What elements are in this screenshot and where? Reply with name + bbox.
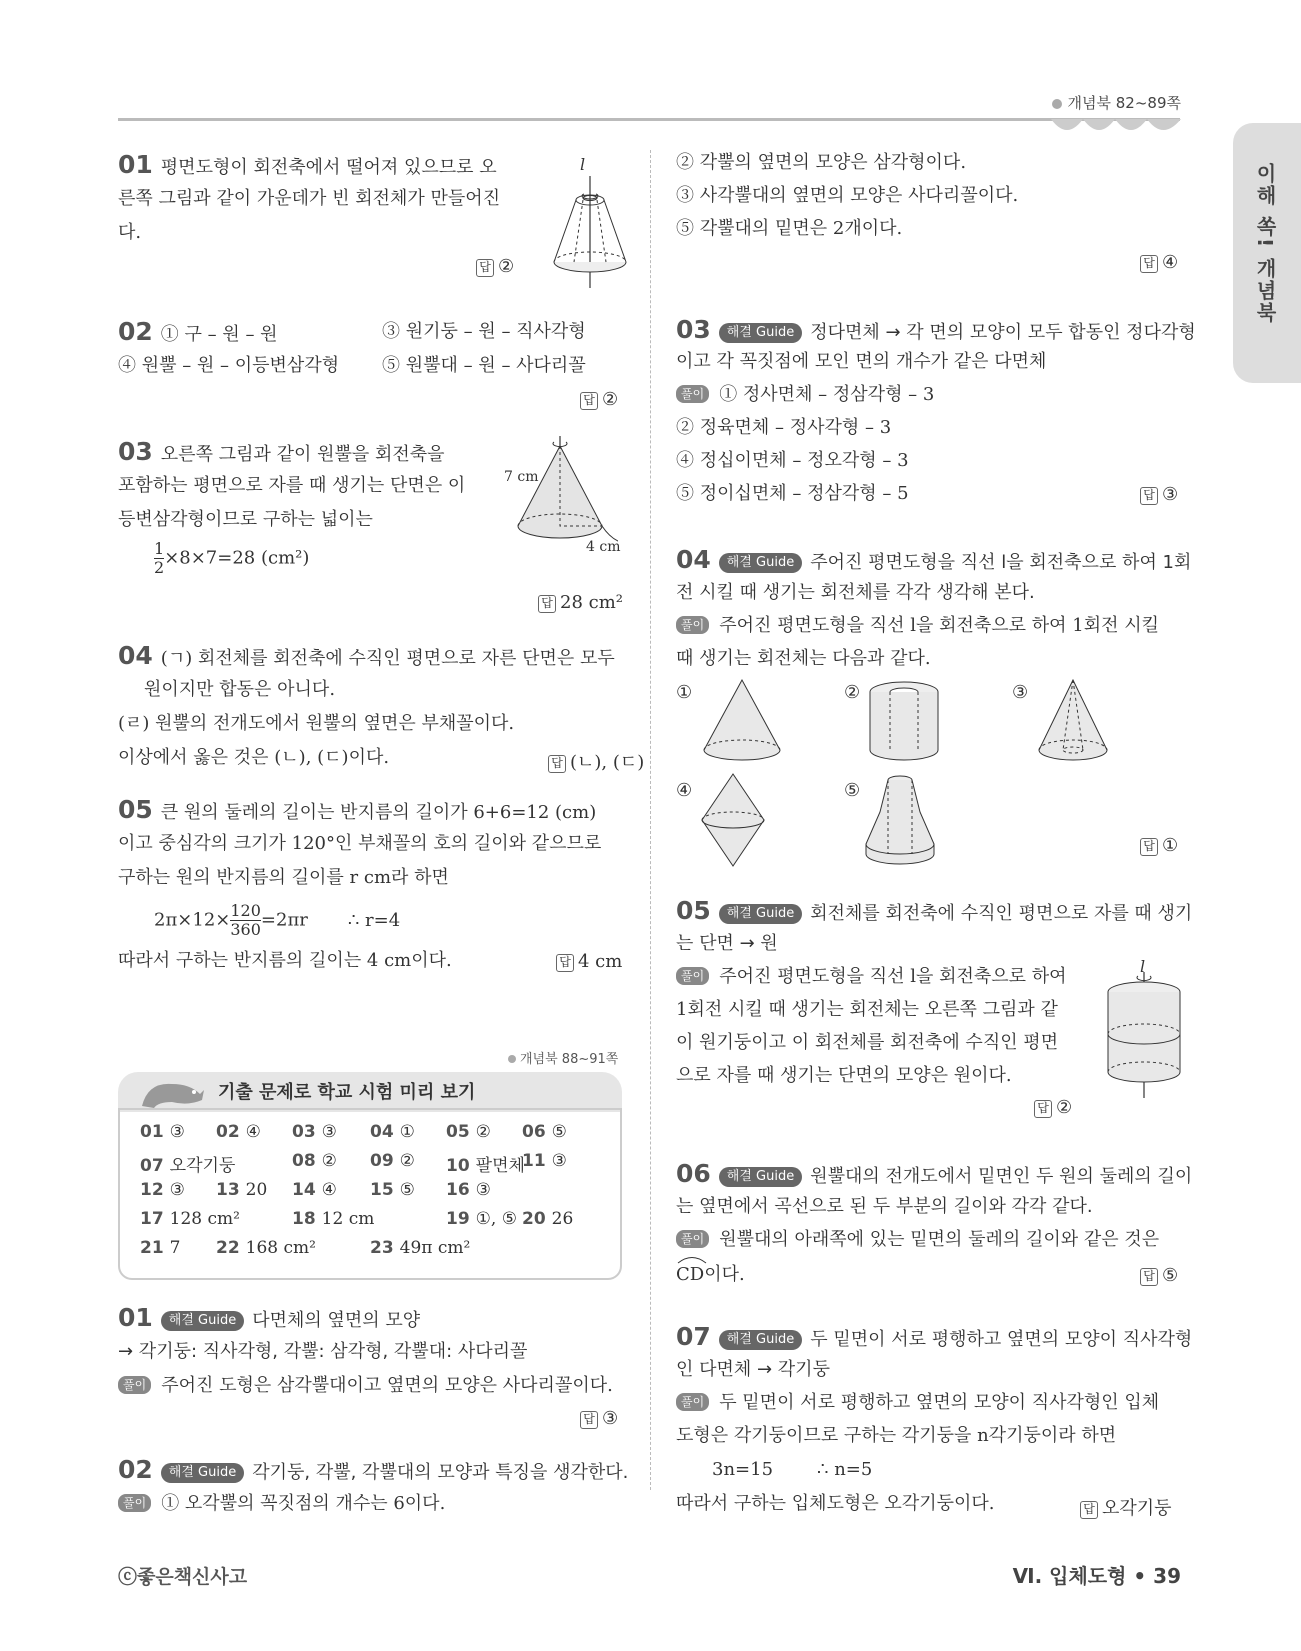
e04-guide-line1 [676, 545, 1191, 578]
q03-line2: 포함하는 평면으로 자를 때 생기는 단면은 이 [118, 475, 466, 496]
bullet-dot-icon [1052, 99, 1062, 109]
exam-answer-value: ⑤ [551, 1122, 567, 1142]
e03-guide-line2: 이고 각 꼭짓점에 모인 면의 개수가 같은 다면체 [676, 351, 1047, 372]
exam-answer-number: 01 [140, 1122, 164, 1142]
exam-answer-value: 팔면체 [475, 1156, 525, 1176]
exam-answer-number: 11 [522, 1151, 546, 1171]
exam-answer-item [446, 1151, 525, 1176]
e04-sol-badge: 풀이 [676, 616, 709, 634]
e04-answer [1140, 835, 1178, 856]
e03-answer-value: ③ [1162, 484, 1179, 505]
exam-answer-number: 22 [216, 1238, 240, 1258]
hollow-cylinder-figure [868, 680, 940, 762]
exam-answer-value: ② [475, 1122, 491, 1142]
c02-line3: ⑤ 각뿔대의 밑면은 2개이다. [676, 218, 903, 239]
q05-line2: 이고 중심각의 크기가 120°인 부채꼴의 호의 길이와 같으므로 [118, 833, 602, 854]
exam-answer-value: 오각기둥 [169, 1156, 236, 1176]
q05-text1: 큰 원의 둘레의 길이는 반지름의 길이가 6+6=12 (cm) [160, 802, 597, 823]
e02-guide-badge: 해결 Guide [161, 1463, 244, 1483]
exam-answer-item [446, 1209, 517, 1229]
q02-number: 02 [118, 317, 153, 346]
exam-answer-value: 12 cm [321, 1209, 375, 1229]
e03-sol-badge: 풀이 [676, 385, 709, 403]
e05-guide-line1 [676, 896, 1192, 929]
exam-answer-number: 05 [446, 1122, 470, 1142]
q03-text1: 오른쪽 그림과 같이 원뿔을 회전축을 [160, 444, 445, 465]
exam-answer-item [292, 1209, 374, 1229]
exam-answer-value: ⑤ [399, 1180, 415, 1200]
e04-fig1-label: ① [676, 682, 693, 703]
exam-answer-number: 15 [370, 1180, 394, 1200]
exam-answer-number: 03 [292, 1122, 316, 1142]
q05-frac-bot: 360 [230, 920, 261, 939]
header-rule [118, 118, 1180, 121]
answer-mark-icon: 답 [556, 954, 574, 972]
exam-answer-value: ② [399, 1151, 415, 1171]
e07-sol-badge: 풀이 [676, 1393, 709, 1411]
footer-publisher: ⓒ좋은책신사고 [118, 1566, 248, 1588]
e02-guide-line1 [118, 1455, 628, 1488]
q04-line2: 원이지만 합동은 아니다. [144, 679, 336, 700]
q05-line3: 구하는 원의 반지름의 길이를 r cm라 하면 [118, 867, 449, 888]
q04-answer [548, 748, 644, 774]
e07-answer [1080, 1494, 1172, 1520]
q05-conclusion: ∴ r=4 [347, 909, 401, 931]
e01-answer-value: ③ [602, 1408, 619, 1429]
e05-answer-value: ② [1056, 1097, 1073, 1118]
header-ref-text: 개념북 82~89쪽 [1067, 94, 1181, 112]
c02-line1: ② 각뿔의 옆면의 모양은 삼각형이다. [676, 152, 967, 173]
q01-text1: 평면도형이 회전축에서 떨어져 있으므로 오 [160, 157, 497, 178]
e07-sol-text1: 두 밑면이 서로 평행하고 옆면의 모양이 직사각형인 입체 [719, 1392, 1160, 1413]
hollow-frustum-figure [548, 158, 632, 290]
answer-mark-icon: 답 [1140, 838, 1158, 856]
e04-sol-text1: 주어진 평면도형을 직선 l을 회전축으로 하여 1회전 시킬 [719, 615, 1159, 636]
cylinder-section-figure [1106, 964, 1182, 1100]
e05-sol2: 1회전 시킬 때 생기는 회전체는 오른쪽 그림과 같 [676, 999, 1058, 1020]
answer-mark-icon: 답 [580, 1411, 598, 1429]
e06-guide-badge: 해결 Guide [719, 1167, 802, 1187]
c02-line2: ③ 사각뿔대의 옆면의 모양은 사다리꼴이다. [676, 185, 1019, 206]
exam-title: 기출 문제로 학교 시험 미리 보기 [218, 1082, 476, 1103]
exam-answer-value: 20 [245, 1180, 268, 1200]
exam-answer-number: 23 [370, 1238, 394, 1258]
e06-guide-text1: 원뿔대의 전개도에서 밑면인 두 원의 둘레의 길이 [810, 1166, 1193, 1187]
exam-answer-value: ①, ⑤ [475, 1209, 517, 1229]
exam-ref [508, 1048, 618, 1067]
exam-answer-number: 10 [446, 1156, 470, 1176]
e04-sol2: 때 생기는 회전체는 다음과 같다. [676, 648, 931, 669]
q01-fig-label: l [580, 155, 586, 174]
q01-line2: 른쪽 그림과 같이 가운데가 빈 회전체가 만들어진 [118, 188, 501, 209]
header-ref [1052, 92, 1181, 113]
frustum-stack-figure [864, 772, 936, 868]
q01-number: 01 [118, 150, 153, 179]
e07-sol3: 따라서 구하는 입체도형은 오각기둥이다. [676, 1493, 995, 1514]
q03-line1 [118, 437, 445, 470]
exam-answer-item [292, 1180, 337, 1200]
q02-answer-value: ② [602, 389, 619, 410]
exam-answer-item [522, 1122, 567, 1142]
exam-answer-item [140, 1122, 185, 1142]
e03-guide-line1 [676, 315, 1196, 348]
dinosaur-icon [138, 1076, 208, 1110]
e06-sol-text1: 원뿔대의 아래쪽에 있는 밑면의 둘레의 길이와 같은 것은 [719, 1229, 1160, 1250]
q01-answer-value: ② [498, 256, 515, 277]
e03-guide-text1: 정다면체 → 각 면의 모양이 모두 합동인 정다각형 [810, 322, 1196, 343]
e03-sol2: ② 정육면체 – 정사각형 – 3 [676, 417, 892, 438]
q01-answer [476, 256, 514, 277]
e04-fig2-label: ② [844, 682, 861, 703]
q04-line1 [118, 641, 615, 674]
exam-answer-item [140, 1180, 185, 1200]
e01-guide-text1: 다면체의 옆면의 모양 [252, 1310, 421, 1331]
e02-sol-text: ① 오각뿔의 꼭짓점의 개수는 6이다. [161, 1493, 446, 1514]
q05-frac-top: 120 [230, 901, 261, 920]
exam-answer-value: 168 cm² [245, 1238, 316, 1258]
e05-fig-label: l [1140, 957, 1146, 976]
answer-mark-icon: 답 [1140, 487, 1158, 505]
q02-line1 [118, 317, 278, 350]
e02-guide-text1: 각기둥, 각뿔, 각뿔대의 모양과 특징을 생각한다. [252, 1462, 629, 1483]
exam-answer-value: 7 [169, 1238, 181, 1258]
e06-answer [1140, 1265, 1178, 1286]
e04-sol1 [676, 611, 1159, 641]
exam-answer-value: 49π cm² [399, 1238, 471, 1258]
arc-mark-icon [676, 1254, 708, 1264]
exam-answer-item [140, 1151, 235, 1176]
exam-answer-item [140, 1209, 240, 1229]
exam-answer-item [370, 1180, 415, 1200]
answer-mark-icon: 답 [1034, 1100, 1052, 1118]
exam-answer-value: ③ [169, 1122, 185, 1142]
q05-fraction [230, 902, 261, 939]
e02-solution [118, 1489, 445, 1519]
e07-guide-badge: 해결 Guide [719, 1330, 802, 1350]
q05-formula [154, 902, 400, 939]
e02-number: 02 [118, 1455, 153, 1484]
answer-mark-icon: 답 [1080, 1501, 1098, 1519]
q05-formula-post: =2πr [260, 909, 308, 931]
q03-frac-bot: 2 [154, 558, 165, 577]
answer-mark-icon: 답 [548, 755, 566, 773]
e06-number: 06 [676, 1159, 711, 1188]
answer-mark-icon: 답 [538, 595, 556, 613]
exam-answer-item [446, 1122, 491, 1142]
q02-answer [580, 389, 618, 410]
cone-figure [700, 678, 784, 762]
q04-line4: 이상에서 옳은 것은 (ㄴ), (ㄷ)이다. [118, 747, 390, 768]
e01-guide-line2: → 각기둥: 직사각형, 각뿔: 삼각형, 각뿔대: 사다리꼴 [118, 1341, 528, 1362]
e03-sol3: ④ 정십이면체 – 정오각형 – 3 [676, 450, 909, 471]
q05-line4: 따라서 구하는 반지름의 길이는 4 cm이다. [118, 950, 452, 971]
q03-answer [538, 592, 623, 613]
e06-guide-line2: 는 옆면에서 곡선으로 된 두 부분의 길이와 각각 같다. [676, 1196, 1093, 1217]
exam-answer-value: ④ [245, 1122, 261, 1142]
q03-answer-value: 28 cm² [560, 592, 623, 613]
exam-answer-item [370, 1122, 415, 1142]
q03-fig-height: 7 cm [504, 469, 539, 485]
exam-answer-number: 07 [140, 1156, 164, 1176]
e05-answer [1034, 1097, 1072, 1118]
e06-sol2: CD이다. [676, 1264, 745, 1285]
q03-line3: 등변삼각형이므로 구하는 넓이는 [118, 509, 373, 530]
exam-answer-item [292, 1151, 337, 1171]
side-tab [1233, 123, 1301, 383]
exam-banner [118, 1072, 622, 1112]
q03-number: 03 [118, 437, 153, 466]
answer-mark-icon: 답 [1140, 255, 1158, 273]
e04-fig5-label: ⑤ [844, 780, 861, 801]
e04-guide-line2: 전 시킬 때 생기는 회전체를 각각 생각해 본다. [676, 582, 1035, 603]
e07-formula1: 3n=15 [712, 1459, 774, 1480]
e03-sol-text1: ① 정사면체 – 정삼각형 – 3 [719, 384, 935, 405]
e01-sol-text: 주어진 도형은 삼각뿔대이고 옆면의 모양은 사다리꼴이다. [161, 1375, 613, 1396]
q02-c: ④ 원뿔 – 원 – 이등변삼각형 [118, 355, 340, 376]
q02-b: ③ 원기둥 – 원 – 직사각형 [382, 321, 586, 342]
scallop-decoration-icon [1051, 119, 1181, 137]
exam-answer-value: ④ [321, 1180, 337, 1200]
e05-sol-badge: 풀이 [676, 967, 709, 985]
e02-sol-badge: 풀이 [118, 1494, 151, 1512]
exam-answer-item [522, 1209, 573, 1229]
q05-number: 05 [118, 795, 153, 824]
c02-answer [1140, 252, 1178, 273]
q04-answer-value: (ㄴ), (ㄷ) [570, 752, 645, 773]
double-cone-figure [700, 772, 766, 868]
exam-answer-item [370, 1151, 415, 1171]
q05-line1 [118, 795, 596, 828]
q05-answer-value: 4 cm [578, 951, 623, 972]
e01-guide-badge: 해결 Guide [161, 1311, 244, 1331]
column-divider [650, 150, 651, 1490]
c02-answer-value: ④ [1162, 252, 1179, 273]
exam-answer-number: 16 [446, 1180, 470, 1200]
exam-answer-item [140, 1238, 181, 1258]
q04-text1: (ㄱ) 회전체를 회전축에 수직인 평면으로 자른 단면은 모두 [160, 648, 615, 669]
e07-formula [712, 1455, 872, 1485]
exam-answer-item [292, 1122, 337, 1142]
e04-answer-value: ① [1162, 835, 1179, 856]
e05-sol4: 으로 자를 때 생기는 단면의 모양은 원이다. [676, 1065, 1012, 1086]
e07-sol2: 도형은 각기둥이므로 구하는 각기둥을 n각기둥이라 하면 [676, 1425, 1117, 1446]
q04-line3: (ㄹ) 원뿔의 전개도에서 원뿔의 옆면은 부채꼴이다. [118, 713, 515, 734]
q01-line3: 다. [118, 222, 142, 243]
e01-answer [580, 1408, 618, 1429]
hollow-cone-figure [1036, 678, 1110, 762]
exam-answer-value: ① [399, 1122, 415, 1142]
exam-answer-value: ③ [551, 1151, 567, 1171]
e05-guide-text1: 회전체를 회전축에 수직인 평면으로 자를 때 생기 [810, 903, 1193, 924]
e05-guide-line2: 는 단면 → 원 [676, 933, 778, 954]
e01-solution [118, 1371, 613, 1401]
exam-answer-value: ③ [169, 1180, 185, 1200]
exam-answer-number: 21 [140, 1238, 164, 1258]
exam-answer-value: ② [321, 1151, 337, 1171]
exam-ref-text: 개념북 88~91쪽 [520, 1052, 619, 1067]
e06-answer-value: ⑤ [1162, 1265, 1179, 1286]
exam-answer-value: ③ [475, 1180, 491, 1200]
e06-sol-badge: 풀이 [676, 1230, 709, 1248]
e05-sol1 [676, 962, 1067, 992]
answer-mark-icon: 답 [580, 392, 598, 410]
answer-mark-icon: 답 [476, 259, 494, 277]
e03-guide-badge: 해결 Guide [719, 323, 802, 343]
e04-guide-text1: 주어진 평면도형을 직선 l을 회전축으로 하여 1회 [810, 552, 1192, 573]
exam-answer-number: 13 [216, 1180, 240, 1200]
e01-sol-badge: 풀이 [118, 1376, 151, 1394]
e01-guide-line1 [118, 1303, 420, 1336]
e05-sol-text1: 주어진 평면도형을 직선 l을 회전축으로 하여 [719, 966, 1067, 987]
exam-answer-number: 06 [522, 1122, 546, 1142]
e04-fig4-label: ④ [676, 780, 693, 801]
q05-answer [556, 951, 622, 972]
e03-sol4: ⑤ 정이십면체 – 정삼각형 – 5 [676, 483, 909, 504]
exam-answer-item [446, 1180, 491, 1200]
e07-number: 07 [676, 1322, 711, 1351]
q03-formula-text: ×8×7=28 (cm²) [164, 547, 310, 569]
q03-fraction [154, 540, 164, 577]
exam-answer-number: 17 [140, 1209, 164, 1229]
e03-sol1 [676, 380, 934, 410]
e04-guide-badge: 해결 Guide [719, 553, 802, 573]
e05-guide-badge: 해결 Guide [719, 904, 802, 924]
exam-answer-item [216, 1238, 316, 1258]
footer-page: Ⅵ. 입체도형 • 39 [1012, 1564, 1181, 1588]
exam-answer-item [216, 1122, 261, 1142]
e07-guide-line1 [676, 1322, 1192, 1355]
q04-number: 04 [118, 641, 153, 670]
exam-answer-number: 09 [370, 1151, 394, 1171]
q03-frac-top: 1 [154, 539, 165, 558]
exam-answer-number: 20 [522, 1209, 546, 1229]
e07-answer-value: 오각기둥 [1102, 1498, 1172, 1519]
q02-a: ① 구 – 원 – 원 [160, 324, 278, 345]
exam-answer-number: 14 [292, 1180, 316, 1200]
exam-answer-number: 02 [216, 1122, 240, 1142]
q01-line1 [118, 150, 497, 183]
e06-guide-line1 [676, 1159, 1192, 1192]
exam-answer-number: 19 [446, 1209, 470, 1229]
e03-answer [1140, 484, 1178, 505]
q02-d: ⑤ 원뿔대 – 원 – 사다리꼴 [382, 355, 586, 376]
q03-fig-radius: 4 cm [586, 539, 621, 555]
exam-answer-number: 12 [140, 1180, 164, 1200]
e04-number: 04 [676, 545, 711, 574]
e01-number: 01 [118, 1303, 153, 1332]
exam-answer-value: 128 cm² [169, 1209, 240, 1229]
q05-formula-pre: 2π×12× [154, 909, 231, 931]
exam-answer-number: 08 [292, 1151, 316, 1171]
exam-answer-item [522, 1151, 567, 1171]
e04-fig3-label: ③ [1012, 682, 1029, 703]
e07-sol1 [676, 1388, 1159, 1418]
e07-formula2: ∴ n=5 [817, 1459, 873, 1480]
e07-guide-line2: 인 다면체 → 각기둥 [676, 1359, 830, 1380]
side-tab-label: 이해 쏙! 개념북 [1253, 163, 1277, 325]
exam-answer-value: ③ [321, 1122, 337, 1142]
exam-answer-number: 18 [292, 1209, 316, 1229]
exam-answer-number: 04 [370, 1122, 394, 1142]
answer-mark-icon: 답 [1140, 1268, 1158, 1286]
e05-sol3: 이 원기둥이고 이 회전체를 회전축에 수직인 평면 [676, 1032, 1059, 1053]
e05-number: 05 [676, 896, 711, 925]
exam-answer-value: 26 [551, 1209, 574, 1229]
e07-guide-text1: 두 밑면이 서로 평행하고 옆면의 모양이 직사각형 [810, 1329, 1193, 1350]
e06-sol1 [676, 1225, 1159, 1255]
q03-formula [154, 540, 309, 577]
e03-number: 03 [676, 315, 711, 344]
exam-answer-item [370, 1238, 470, 1258]
exam-answer-item [216, 1180, 267, 1200]
